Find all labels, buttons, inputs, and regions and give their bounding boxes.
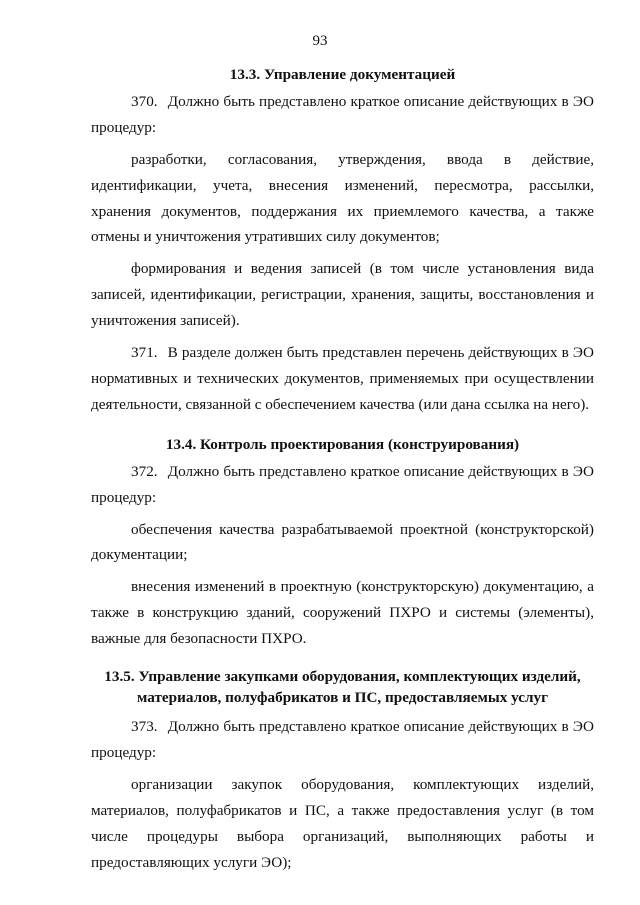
- paragraph-371: [91, 340, 594, 418]
- paragraph-number: 373.: [131, 718, 158, 736]
- section-heading-line-2: материалов, полуфабрикатов и ПС, предоставляемых услуг: [137, 689, 548, 707]
- list-item-design-quality: обеспечения качества разрабатываемой проектной (конструкторской) документации;: [91, 520, 594, 564]
- list-item-procurement: организации закупок оборудования, комплектующих изделий, материалов, полуфабрикатов и ПС, а также предоставления услуг (в том числе процедуры выбора организаций, выполняющих работы и предоставляющих услуги ЭО);: [91, 775, 594, 871]
- paragraph-text: Должно быть представлено краткое описание действующих в ЭО процедур:: [91, 92, 595, 136]
- section-heading-line-1: 13.5. Управление закупками оборудования, комплектующих изделий,: [104, 668, 581, 686]
- paragraph-text: Должно быть представлено краткое описание действующих в ЭО процедур:: [91, 462, 595, 506]
- paragraph-372: [91, 459, 594, 511]
- page-content: [91, 62, 594, 877]
- section-heading-13-4: 13.4. Контроль проектирования (конструирования): [165, 435, 520, 453]
- section-heading-13-3: 13.3. Управление документацией: [229, 66, 456, 83]
- paragraph-number: 370.: [131, 92, 158, 110]
- list-item-records: формирования и ведения записей (в том числе установления вида записей, идентификации, регистрации, хранения, защиты, восстановления и уничтожения записей).: [91, 260, 594, 330]
- list-item-design-changes: внесения изменений в проектную (конструкторскую) документацию, а также в конструкцию зданий, сооружений ПХРО и системы (элементы), важные для безопасности ПХРО.: [91, 578, 594, 648]
- paragraph-text: Должно быть представлено краткое описание действующих в ЭО процедур:: [91, 718, 595, 761]
- paragraph-number: 371.: [131, 344, 158, 362]
- page-number: 93: [312, 33, 328, 49]
- paragraph-text: В разделе должен быть представлен перечень действующих в ЭО нормативных и технических документов, применяемых при осуществлении деятельности, связанной с обеспечением качества (или дана ссылка на него).: [91, 344, 595, 413]
- paragraph-373: [91, 714, 594, 766]
- paragraph-370: [91, 89, 594, 141]
- section-heading-13-5: [91, 666, 594, 708]
- paragraph-number: 372.: [131, 462, 158, 480]
- list-item-development: разработки, согласования, утверждения, ввода в действие, идентификации, учета, внесения изменений, пересмотра, рассылки, хранения документов, поддержания их приемлемого качества, а также отмены и уничтожения утративших силу документов;: [91, 150, 594, 246]
